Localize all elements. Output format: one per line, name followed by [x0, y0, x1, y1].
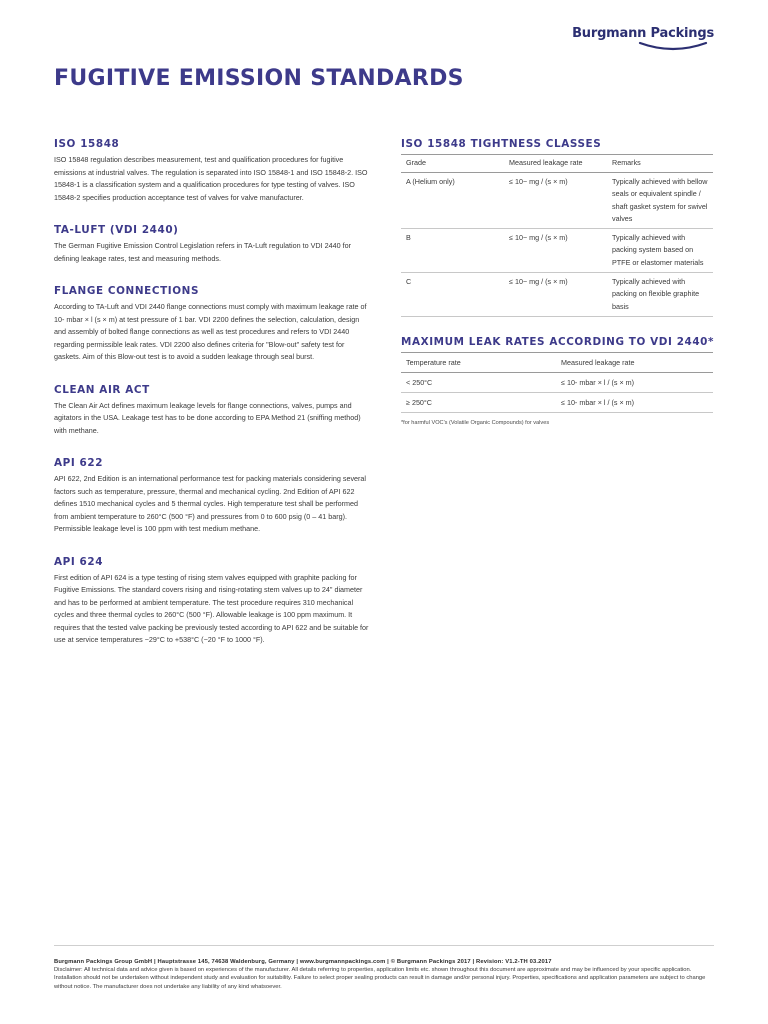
table-row: [401, 229, 713, 273]
table-cell: A (Helium only): [406, 177, 455, 186]
brand-logo: [572, 26, 714, 51]
section-clean-air-act: [54, 384, 369, 438]
table-cell: Typically achieved with bellow seals or equivalent spindle / shaft gasket system for swivel valves: [612, 177, 708, 223]
tightness-classes-table: [401, 154, 713, 317]
right-column: [401, 138, 713, 426]
section-flange-connections: [54, 285, 369, 364]
table-header-row: [401, 352, 713, 372]
table-cell: ≤ 10- mbar × l / (s × m): [561, 377, 635, 387]
table-cell: < 250°C: [406, 377, 433, 387]
column-header: Measured leakage rate: [561, 357, 635, 367]
table-header-row: [401, 155, 713, 173]
table-cell: B: [406, 233, 411, 243]
section-heading: CLEAN AIR ACT: [54, 383, 150, 396]
leak-rates-table: [401, 352, 713, 413]
tightness-classes-heading: ISO 15848 TIGHTNESS CLASSES: [401, 138, 602, 150]
section-body: The German Fugitive Emission Control Legislation refers in TA-Luft regulation to VDI 2440 for defining leakage rates, test and measuring methods.: [54, 241, 351, 263]
column-header: Measured leakage rate: [509, 158, 583, 167]
leak-rates-heading: MAXIMUM LEAK RATES ACCORDING TO VDI 2440*: [401, 335, 715, 348]
section-body: ISO 15848 regulation describes measurement, test and qualification procedures for fugitive emissions at industrial valves. The regulation is separated into ISO 15848-1 and ISO 15848-2. ISO 15848-1 is a classification system and a qualification procedures for type testing of valves. ISO 15848-2 specifies production acceptance test of valves for valve manufacturer.: [54, 155, 368, 202]
table-row: [401, 372, 713, 392]
table-cell: C: [406, 277, 412, 287]
table-cell: ≤ 10− mg / (s × m): [509, 233, 568, 243]
column-header: Remarks: [612, 158, 641, 167]
section-api-622: [54, 457, 369, 536]
column-header: Temperature rate: [406, 357, 461, 367]
section-heading: API 622: [54, 457, 104, 469]
section-heading: API 624: [54, 555, 104, 568]
section-body: The Clean Air Act defines maximum leakage levels for flange connections, valves, pumps and agitators in the USA. Leakage test has to be done according to EPA Method 21 (sniffing method) with methane.: [54, 400, 361, 435]
table-row: [401, 173, 713, 229]
page-footer: [54, 945, 714, 991]
left-column: [54, 138, 369, 667]
footer-disclaimer: Disclaimer: All technical data and advice given is based on experiences of the manufacturer. All details referring to properties, application limits etc. shown throughout this document are approximate and may be influenced by your specific application. Installation should not be undertaken without independent study and evaluation for suitability. Failure to select proper sealing products can result in damage and/or personal injury. Properties, specifications and application parameters are subject to change without notice. The manufacturer does not undertake any liability of any kind whatsoever.: [54, 967, 706, 990]
section-heading: FLANGE CONNECTIONS: [54, 285, 200, 297]
leak-rates-footnote: *for harmful VOC's (Volatile Organic Compounds) for valves: [401, 419, 550, 426]
section-api-624: [54, 556, 369, 647]
brand-name: Burgmann Packings: [572, 26, 714, 41]
table-cell: ≤ 10- mbar × l / (s × m): [561, 397, 635, 407]
section-heading: ISO 15848: [54, 138, 120, 150]
section-iso-15848: [54, 138, 369, 204]
table-cell: Typically achieved with packing on flexible graphite basis: [612, 277, 700, 311]
section-heading: TA-LUFT (VDI 2440): [54, 224, 179, 236]
column-header: Grade: [406, 158, 426, 167]
table-row: [401, 273, 713, 317]
section-body: First edition of API 624 is a type testing of rising stem valves equipped with graphite packing for Fugitive Emissions. The standard covers rising and rising-rotating stem valves up to 24" diameter and has to be performed at ambient temperature. The test procedure requires 310 mechanical cycles and three thermal cycles to 260°C (500 °F). Allowable leakage is 100 ppm maximum. It requires that the tested valve packing be previously tested according to API 622 and be suitable for use at service temperatures −29°C to +538°C (−20 °F to 1000 °F).: [54, 572, 369, 644]
footer-company-info: Burgmann Packings Group GmbH | Hauptstrasse 145, 74638 Waldenburg, Germany | www.burgmannpackings.com | © Burgmann Packings 2017 | Revision: V1.2-TH 03.2017: [54, 959, 552, 965]
table-cell: ≤ 10− mg / (s × m): [509, 177, 568, 186]
page-title: FUGITIVE EMISSION STANDARDS: [54, 66, 464, 91]
table-row: [401, 392, 713, 412]
table-cell: ≤ 10− mg / (s × m): [509, 277, 568, 287]
table-cell: ≥ 250°C: [406, 397, 432, 407]
logo-swoosh-icon: [638, 41, 708, 51]
section-body: API 622, 2nd Edition is an international performance test for packing materials considering several factors such as temperature, pressure, thermal and mechanical cycling. 2nd Edition of API 622 defines 1510 mechanical cycles and 5 thermal cycles. High temperature test shall be performed from ambient temperature to 260°C (500 °F) and pressures from 0 to 600 psig (0 – 41 barg). Permissible leakage level is 100 ppm with test medium methane.: [54, 474, 367, 533]
section-ta-luft: [54, 224, 369, 265]
table-cell: Typically achieved with packing system based on PTFE or elastomer materials: [612, 233, 704, 267]
section-body: According to TA-Luft and VDI 2440 flange connections must comply with maximum leakage rate of 10- mbar × l (s × m) at test pressure of 1 bar. VDI 2200 defines the selection, calculation, design and assembly of bolted flange connections as well as test procedures and refers to VDI 2440 regarding permissible leak rates. VDI 2200 also defines criteria for "Blow-out" safety test for gaskets. Aim of this Blow-out test is to avoid a sudden leakage through seal burst.: [54, 302, 367, 361]
